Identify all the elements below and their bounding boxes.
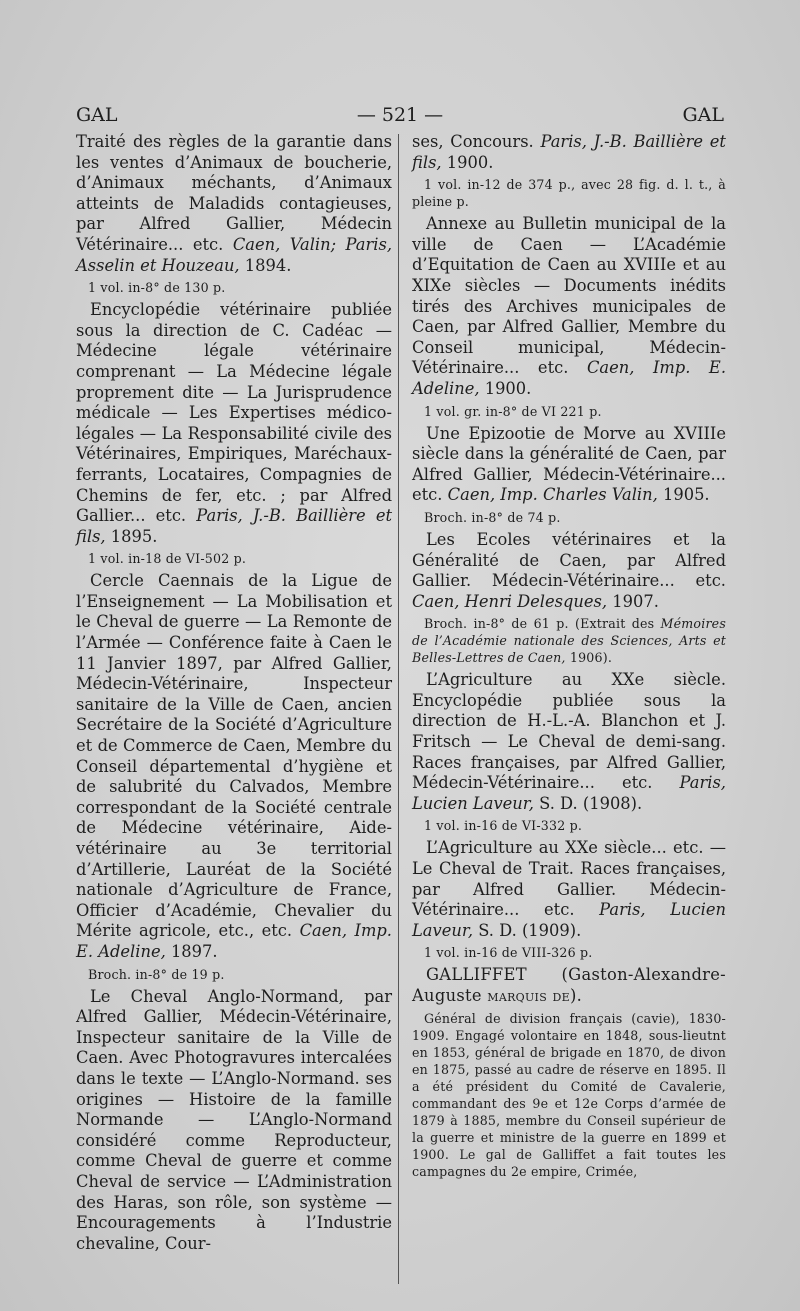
- entry-year: S. D. (1909).: [478, 920, 582, 940]
- note-text: 1906).: [569, 650, 613, 666]
- bibliography-entry: [412, 424, 726, 506]
- entry-year: 1900.: [484, 378, 532, 398]
- bibliography-entry: [412, 670, 726, 814]
- entry-year: S. D. (1908).: [539, 793, 643, 813]
- entry-imprint: Paris, J.-B. Baillière et fils,: [412, 132, 726, 172]
- page-number: — 521 —: [356, 104, 444, 126]
- entry-text: L’Agriculture au XXe siècle... etc. — Le Cheval de Trait. Races françaises, par Alfred Gallier. Médecin-Vétérinaire... etc.: [412, 838, 726, 920]
- entry-note: 1 vol. in-16 de VI-332 p.: [424, 818, 583, 834]
- entry-imprint: Caen, Imp. Charles Valin,: [447, 485, 658, 505]
- bibliography-entry: [412, 214, 726, 399]
- entry-note: Broch. in-8° de 19 p.: [88, 966, 225, 982]
- note-source: Mémoires de l’Académie nationale des Sciences, Arts et Belles-Lettres de Caen,: [412, 616, 726, 666]
- entry-text: L’Agriculture au XXe siècle. Encyclopédie publiée sous la direction de H.-L.-A. Blanchon et J. Fritsch — Le Cheval de demi-sang. Races françaises, par Alfred Gallier, Médecin-Vétérinaire... etc.: [412, 670, 726, 793]
- running-head-right: GAL: [682, 104, 724, 126]
- entry-text: Le Cheval Anglo-Normand, par Alfred Gallier, Médecin-Vétérinaire, Inspecteur sanitaire de la Ville de Caen. Avec Photogravures intercalées dans le texte — L’Anglo-Normand. ses origines — Histoire de la famille Normande — L’Anglo-Normand considéré comme Reproducteur, comme Cheval de guerre et comme Cheval de service — L’Administration des Haras, son rôle, son système — Encouragements à l’Industrie chevaline, Cour-: [76, 986, 392, 1253]
- bibliography-entry: [76, 132, 392, 276]
- column-divider: [398, 134, 399, 1284]
- entry-imprint: Caen, Henri Delesques,: [412, 591, 608, 611]
- entry-text: Traité des règles de la garantie dans les ventes d’Animaux de boucherie, d’Animaux méchants, d’Animaux atteints de Maladids contagieuses, par Alfred Gallier, Médecin Vétérinaire... etc.: [76, 132, 392, 254]
- entry-year: 1905.: [663, 485, 710, 505]
- bibliography-entry: [412, 838, 726, 941]
- entry-note: Broch. in-8° de 74 p.: [424, 509, 561, 525]
- entry-note: 1 vol. in-8° de 130 p.: [88, 280, 226, 296]
- entry-note: 1 vol. in-12 de 374 p., avec 28 fig. d. l. t., à pleine p.: [412, 177, 726, 210]
- entry-imprint: Paris, J.-B. Baillière et fils,: [76, 506, 392, 546]
- entry-text: ses, Concours.: [412, 132, 534, 151]
- entry-note: 1 vol. gr. in-8° de VI 221 p.: [424, 403, 602, 419]
- running-head: [76, 104, 724, 128]
- bibliography-entry: [76, 571, 392, 962]
- entry-note: 1 vol. in-18 de VI-502 p.: [88, 551, 247, 567]
- author-title: marquis de).: [487, 986, 583, 1005]
- entry-text: Cercle Caennais de la Ligue de l’Enseignement — La Mobilisation et le Cheval de guerre — La Remonte de l’Armée — Conférence faite à Caen le 11 Janvier 1897, par Alfred Gallier, Médecin-Vétérinaire, Inspecteur sanitaire de la Ville de Caen, ancien Secrétaire de la Société d’Agriculture et de Commerce de Caen, Membre du Conseil départemental d’hygiène et de salubrité du Calvados, Membre correspondant de la Société centrale de Médecine vétérinaire, Aide-vétérinaire au 3e territorial d’Artillerie, Lauréat de la Société nationale d’Agriculture de France, Officier d’Académie, Chevalier du Mérite agricole, etc., etc.: [76, 571, 392, 941]
- entry-imprint: Paris, Lucien Laveur,: [412, 773, 726, 813]
- entry-imprint: Paris, Lucien Laveur,: [412, 900, 726, 940]
- bibliography-entry: [76, 987, 392, 1255]
- running-head-left: GAL: [76, 104, 118, 126]
- entry-note: [412, 615, 726, 666]
- bibliography-entry: [76, 300, 392, 547]
- author-biography: Général de division français (cavie), 1830-1909. Engagé volontaire en 1848, sous-lieutnt en 1853, général de brigade en 1870, de divon en 1875, passé au cadre de réserve en 1895. Il a été président du Comité de Cavalerie, commandant des 9e et 12e Corps d’armée de 1879 à 1885, membre du Conseil supérieur de la guerre et ministre de la guerre en 1899 et 1900. Le gal de Galliffet a fait toutes les campagnes du 2e empire, Crimée,: [412, 1010, 726, 1179]
- entry-year: 1895.: [110, 526, 158, 546]
- entry-imprint: Caen, Valin; Paris, Asselin et Houzeau,: [76, 234, 392, 275]
- entry-text: Encyclopédie vétérinaire publiée sous la direction de C. Cadéac — Médecine légale vétérinaire comprenant — La Médecine légale proprement dite — La Jurisprudence médicale — Les Expertises médico-légales — La Responsabilité civile des Vétérinaires, Empiriques, Maréchaux-ferrants, Locataires, Compagnies de Chemins de fer, etc. ; par Alfred Gallier... etc.: [76, 300, 392, 526]
- note-text: Broch. in-8° de 61 p. (Extrait des: [424, 616, 655, 632]
- entry-year: 1897.: [170, 941, 218, 961]
- entry-imprint: Caen, Imp. E. Adeline,: [412, 358, 726, 398]
- left-column: [76, 132, 392, 1254]
- author-heading: [412, 965, 726, 1006]
- right-column: [412, 132, 726, 1184]
- entry-note: 1 vol. in-16 de VIII-326 p.: [424, 945, 593, 961]
- entry-imprint: Caen, Imp. E. Adeline,: [76, 921, 392, 961]
- entry-year: 1907.: [612, 591, 659, 611]
- author-name: GALLIFFET (Gaston-Alexandre-Auguste: [412, 965, 726, 1005]
- bibliography-entry: [412, 530, 726, 612]
- entry-year: 1900.: [446, 152, 494, 172]
- entry-year: 1894.: [244, 255, 292, 275]
- bibliography-entry-continued: [412, 132, 726, 173]
- entry-text: Une Epizootie de Morve au XVIIIe siècle dans la généralité de Caen, par Alfred Gallier, Médecin-Vétérinaire... etc.: [412, 423, 726, 505]
- entry-text: Annexe au Bulletin municipal de la ville de Caen — L’Académie d’Equitation de Caen au XVIIIe et au XIXe siècles — Documents inédits tirés des Archives municipales de Caen, par Alfred Gallier, Membre du Conseil municipal, Médecin-Vétérinaire... etc.: [412, 214, 726, 378]
- entry-text: Les Ecoles vétérinaires et la Généralité de Caen, par Alfred Gallier. Médecin-Vétérinaire... etc.: [412, 529, 726, 591]
